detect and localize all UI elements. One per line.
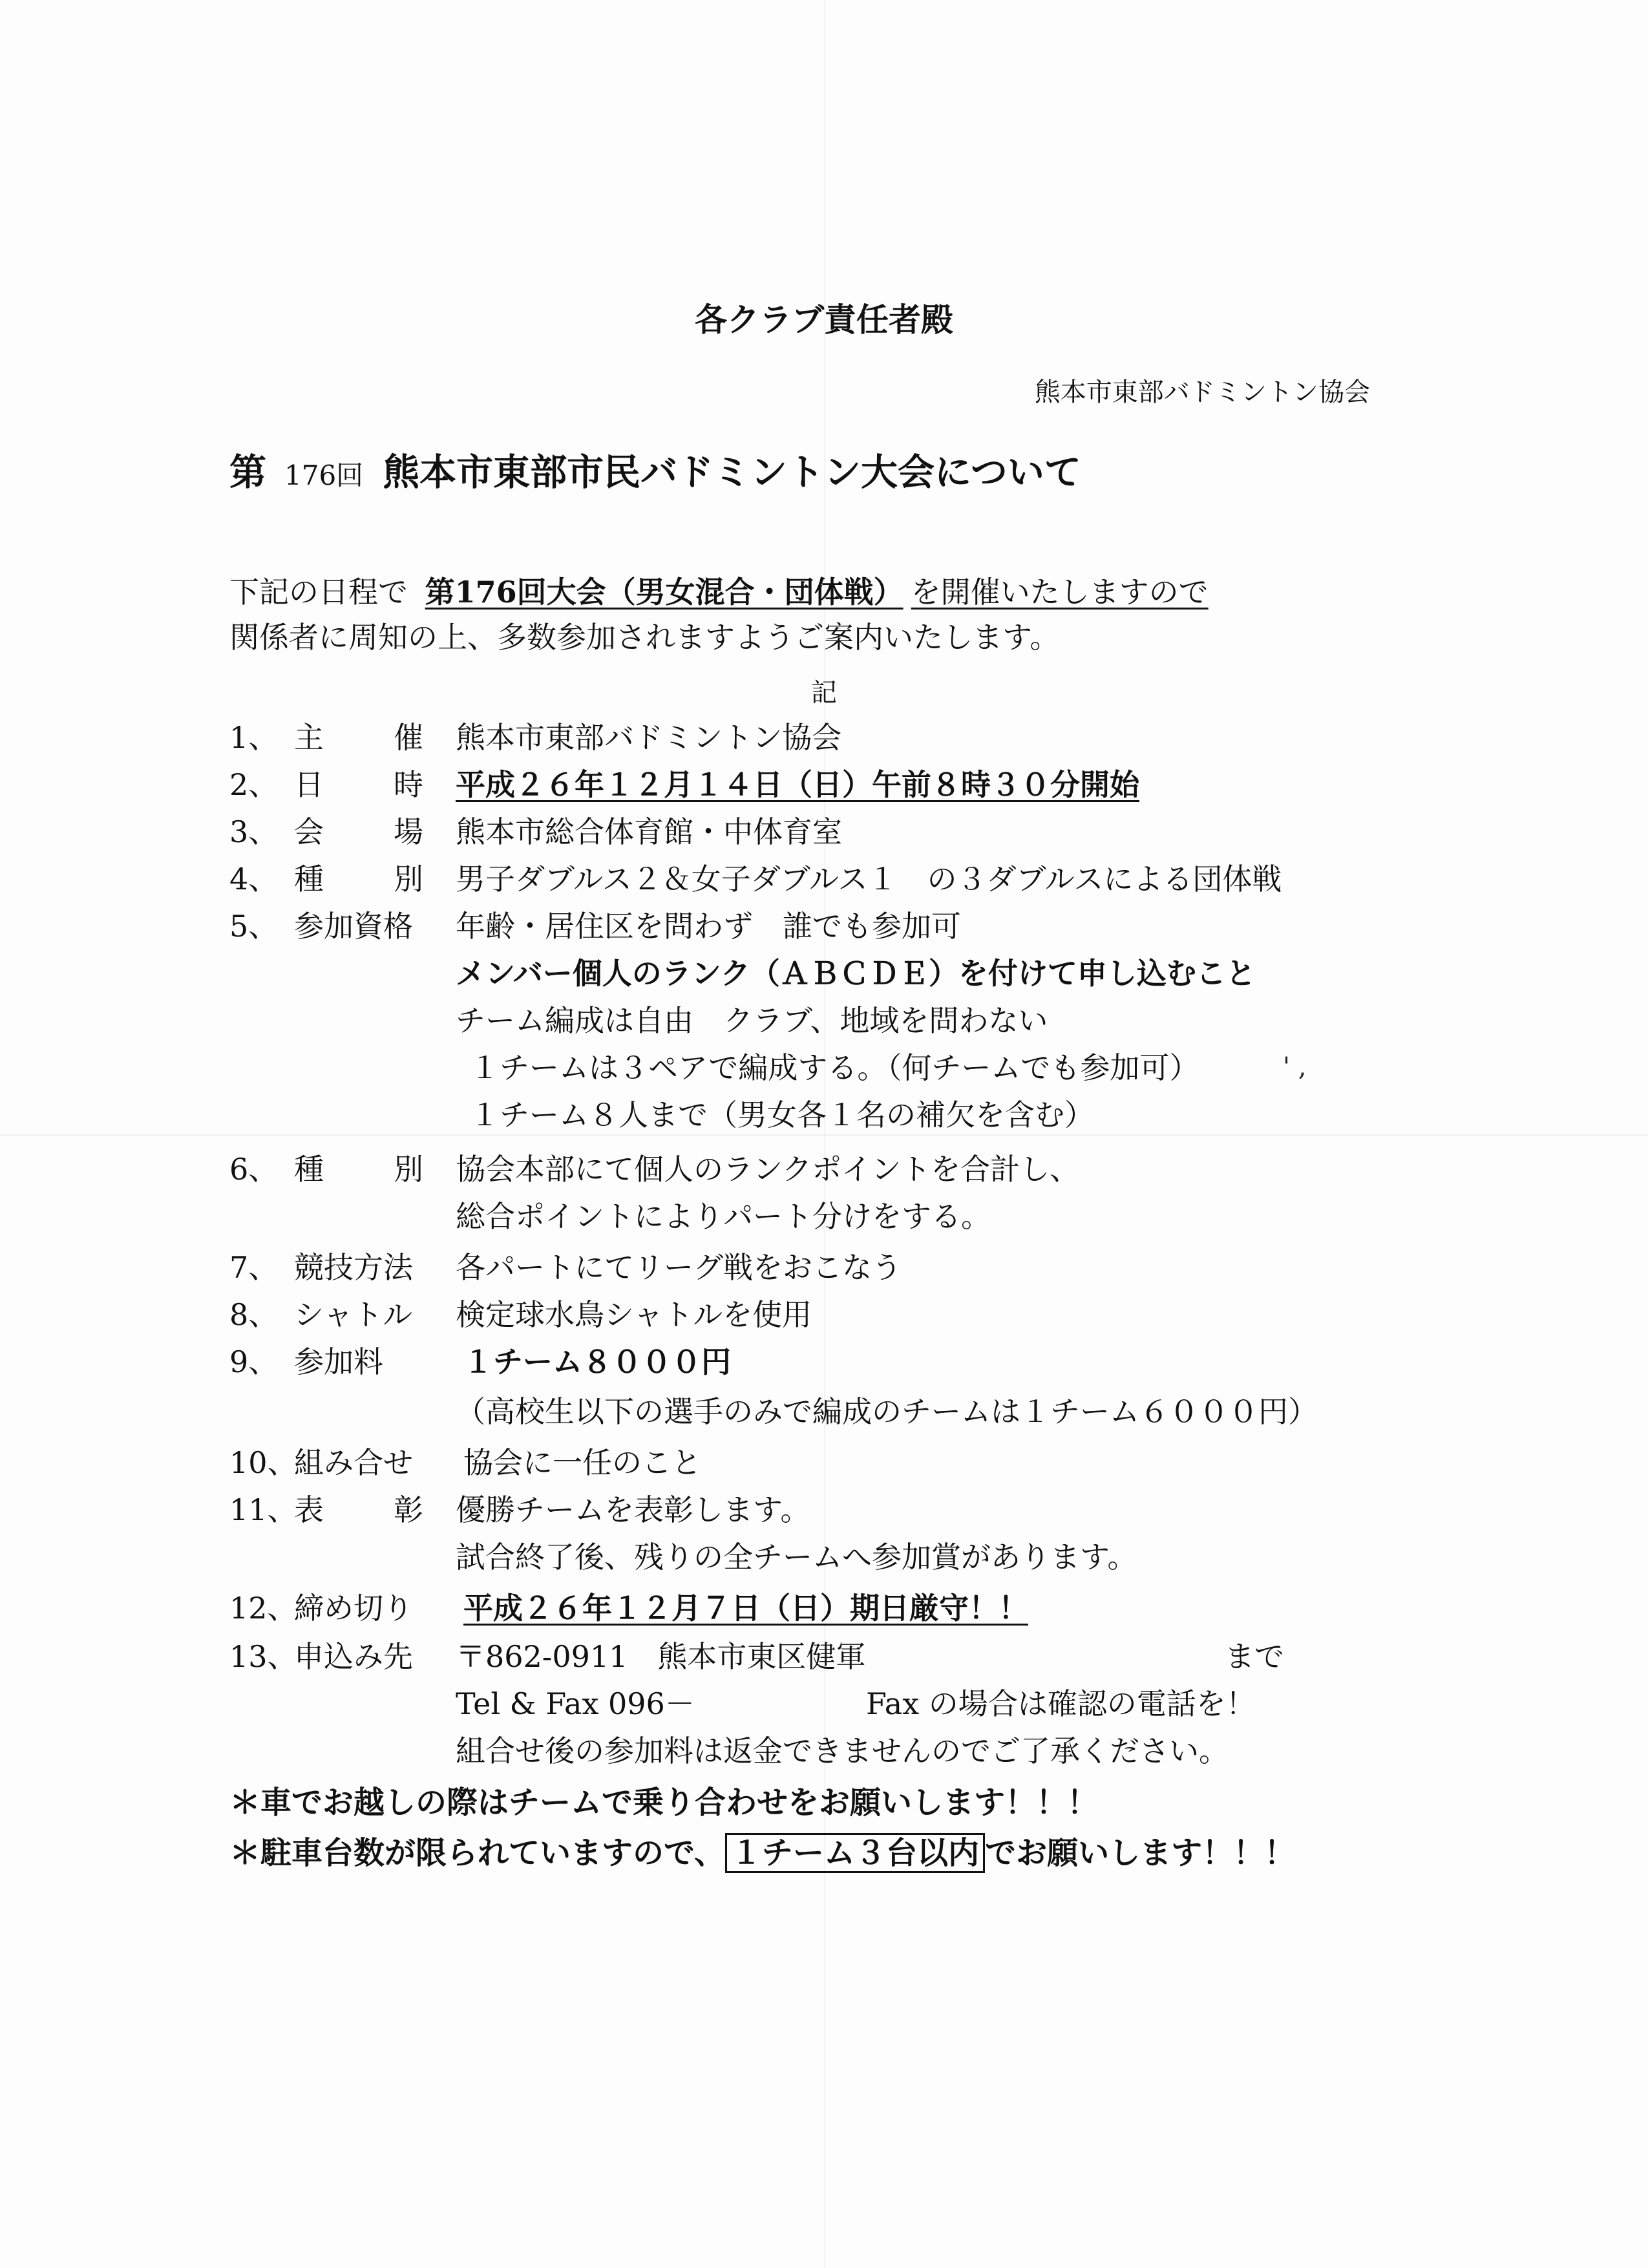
item-number: 1、 — [229, 720, 279, 755]
item-label: 競技方法 — [294, 1250, 413, 1285]
item-label: 申込み先 — [294, 1639, 413, 1674]
entry-fee: １チーム８０００円 — [463, 1344, 731, 1379]
title-main: 熊本市東部市民バドミントン大会について — [383, 450, 1081, 494]
item-number: 7、 — [229, 1250, 279, 1285]
item-number: 13、 — [229, 1639, 297, 1674]
handwritten-marks: ' , — [1283, 1052, 1307, 1082]
parking-limit: １チーム３台以内 — [725, 1833, 985, 1873]
item-value: 協会に一任のこと — [463, 1445, 701, 1480]
ki-heading: 記 — [811, 678, 837, 708]
item-number: 9、 — [229, 1344, 279, 1379]
intro-line-1 — [229, 569, 1209, 611]
item-label: 参加料 — [294, 1344, 383, 1379]
entry-fee-note: （高校生以下の選手のみで編成のチームは１チーム６０００円） — [456, 1394, 1318, 1429]
item-value: 試合終了後、残りの全チームへ参加賞があります。 — [456, 1540, 1137, 1574]
item-number: 11、 — [229, 1492, 297, 1527]
application-made: まで — [1225, 1639, 1284, 1674]
title-prefix: 第 — [229, 450, 266, 494]
addressee: 各クラブ責任者殿 — [695, 301, 953, 339]
deadline: 平成２６年１２月７日（日）期日厳守！！ — [463, 1591, 1028, 1626]
intro-text: 下記の日程で — [229, 575, 408, 609]
item-value: チーム編成は自由 クラブ、地域を問わない — [456, 1003, 1048, 1038]
item-number: 6、 — [229, 1152, 279, 1187]
item-number: 4、 — [229, 862, 279, 896]
item-label: 参加資格 — [294, 909, 413, 944]
item-value: 検定球水鳥シャトルを使用 — [456, 1297, 812, 1332]
item-value: 総合ポイントによりパート分けをする。 — [456, 1199, 991, 1234]
item-value: 熊本市総合体育館・中体育室 — [456, 814, 842, 849]
item-value: 協会本部にて個人のランクポイントを合計し、 — [456, 1152, 1080, 1187]
intro-line-2: 関係者に周知の上、多数参加されますようご案内いたします。 — [229, 620, 1060, 655]
item-number: 8、 — [229, 1297, 279, 1332]
item-label: 締め切り — [294, 1591, 413, 1626]
parking-note — [229, 1828, 1295, 1872]
item-number: 2、 — [229, 767, 279, 802]
item-label: 主催 — [294, 720, 423, 755]
intro-event-name: 第176回大会（男女混合・団体戦） — [425, 575, 903, 609]
item-number: 5、 — [229, 909, 279, 944]
item-label: シャトル — [294, 1297, 413, 1332]
item-label: 組み合せ — [294, 1445, 413, 1480]
item-value: 熊本市東部バドミントン協会 — [456, 720, 842, 755]
item-value: １チームは３ペアで編成する。（何チームでも参加可） — [470, 1050, 1199, 1085]
application-phone: Tel & Fax 096－ — [456, 1686, 695, 1721]
application-address: 〒862-0911 熊本市東区健軍 — [456, 1639, 866, 1674]
fax-note: Fax の場合は確認の電話を！ — [866, 1686, 1256, 1721]
document-title — [229, 443, 1081, 496]
item-number: 12、 — [229, 1591, 297, 1626]
title-number: 176回 — [284, 460, 364, 491]
parking-note-text: でお願いします！！！ — [985, 1835, 1296, 1871]
refund-note: 組合せ後の参加料は返金できませんのでご了承ください。 — [456, 1733, 1229, 1768]
intro-text: を開催いたしますので — [911, 575, 1209, 609]
item-value: 男子ダブルス２＆女子ダブルス１ の３ダブルスによる団体戦 — [456, 862, 1282, 896]
item-label: 種別 — [294, 862, 423, 896]
organization: 熊本市東部バドミントン協会 — [1034, 377, 1370, 407]
item-value: １チーム８人まで（男女各１名の補欠を含む） — [470, 1097, 1094, 1132]
item-value: 年齢・居住区を問わず 誰でも参加可 — [456, 909, 961, 944]
item-value: 各パートにてリーグ戦をおこなう — [456, 1250, 902, 1285]
item-label: 種別 — [294, 1152, 423, 1187]
rank-requirement: メンバー個人のランク（ＡＢＣＤＥ）を付けて申し込むこと — [456, 956, 1256, 991]
item-label: 会場 — [294, 814, 423, 849]
item-value: 優勝チームを表彰します。 — [456, 1492, 810, 1527]
item-label: 表彰 — [294, 1492, 423, 1527]
event-datetime: 平成２６年１２月１４日（日）午前８時３０分開始 — [456, 767, 1139, 802]
parking-note-text: ＊駐車台数が限られていますので、 — [229, 1835, 726, 1871]
item-number: 3、 — [229, 814, 279, 849]
item-number: 10、 — [229, 1445, 297, 1480]
carpool-note: ＊車でお越しの際はチームで乗り合わせをお願いします！！！ — [229, 1785, 1099, 1821]
item-label: 日時 — [294, 767, 423, 802]
